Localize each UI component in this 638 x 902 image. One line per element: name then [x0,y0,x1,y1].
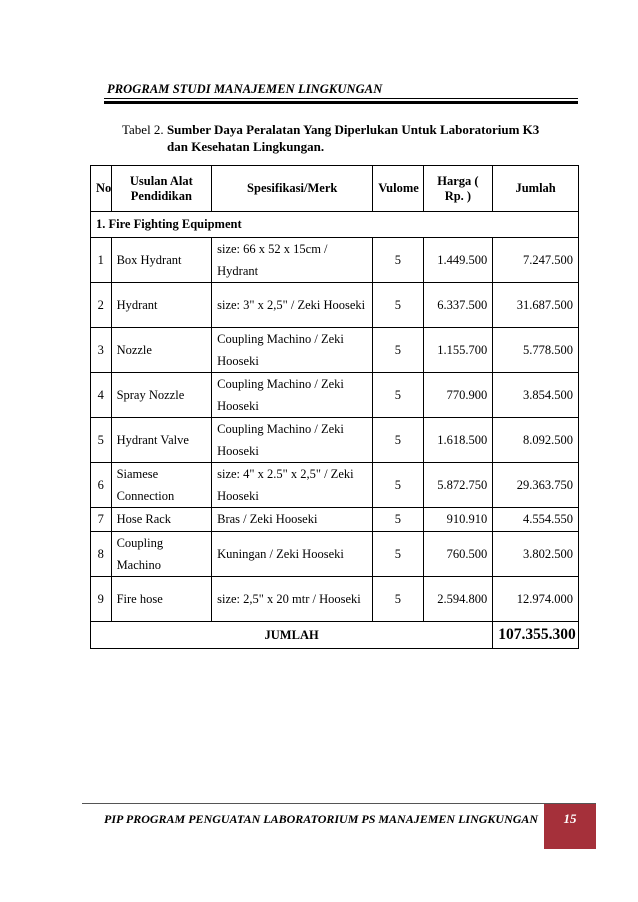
cell-no: 2 [91,283,112,328]
cell-jumlah: 12.974.000 [493,577,579,622]
table-row [91,418,579,463]
cell-spec: Coupling Machino / Zeki Hooseki [212,418,373,463]
footer-text: PIP PROGRAM PENGUATAN LABORATORIUM PS MANAJEMEN LINGKUNGAN [104,812,539,826]
cell-harga: 910.910 [423,508,493,532]
caption-line1: Sumber Daya Peralatan Yang Diperlukan Untuk Laboratorium K3 [166,122,540,137]
cell-jumlah: 4.554.550 [493,508,579,532]
cell-spec: size: 3" x 2,5" / Zeki Hooseki [212,283,373,328]
footer-rule [82,803,596,804]
page-header-title: PROGRAM STUDI MANAJEMEN LINGKUNGAN [107,82,383,96]
page-number-box [544,804,596,849]
cell-alat: Nozzle [111,328,212,373]
table-row [91,508,579,532]
cell-jumlah: 3.802.500 [493,532,579,577]
total-value: 107.355.300 [493,622,579,649]
cell-harga: 5.872.750 [423,463,493,508]
header-jumlah: Jumlah [493,166,579,212]
cell-vol: 5 [373,373,423,418]
table-caption [122,121,562,155]
cell-jumlah: 7.247.500 [493,238,579,283]
cell-harga: 1.618.500 [423,418,493,463]
cell-no: 7 [91,508,112,532]
cell-spec: size: 2,5" x 20 mtr / Hooseki [212,577,373,622]
cell-alat: Hose Rack [111,508,212,532]
header-rule-thin [104,98,578,99]
cell-no: 1 [91,238,112,283]
cell-vol: 5 [373,463,423,508]
cell-no: 8 [91,532,112,577]
cell-no: 3 [91,328,112,373]
cell-spec: Coupling Machino / Zeki Hooseki [212,373,373,418]
cell-jumlah: 29.363.750 [493,463,579,508]
cell-harga: 760.500 [423,532,493,577]
header-vol: Vulome [373,166,423,212]
header-harga: Harga ( Rp. ) [423,166,493,212]
table-row [91,283,579,328]
section-row [91,212,579,238]
cell-vol: 5 [373,328,423,373]
cell-spec: Coupling Machino / Zeki Hooseki [212,328,373,373]
cell-vol: 5 [373,577,423,622]
table-row [91,328,579,373]
cell-jumlah: 5.778.500 [493,328,579,373]
header-alat: Usulan Alat Pendidikan [111,166,212,212]
total-row [91,622,579,649]
cell-no: 9 [91,577,112,622]
cell-vol: 5 [373,283,423,328]
total-label: JUMLAH [91,622,493,649]
cell-harga: 2.594.800 [423,577,493,622]
cell-alat: Hydrant [111,283,212,328]
cell-alat: Siamese Connection [111,463,212,508]
cell-jumlah: 3.854.500 [493,373,579,418]
cell-harga: 1.449.500 [423,238,493,283]
cell-spec: size: 66 x 52 x 15cm / Hydrant [212,238,373,283]
cell-no: 4 [91,373,112,418]
header-spec: Spesifikasi/Merk [212,166,373,212]
cell-jumlah: 8.092.500 [493,418,579,463]
caption-line2: dan Kesehatan Lingkungan. [167,139,325,154]
cell-vol: 5 [373,238,423,283]
cell-alat: Box Hydrant [111,238,212,283]
table-row [91,577,579,622]
table-row [91,373,579,418]
header-no: No [91,166,112,212]
cell-alat: Coupling Machino [111,532,212,577]
cell-no: 5 [91,418,112,463]
cell-alat: Fire hose [111,577,212,622]
equipment-table [90,165,579,649]
cell-harga: 6.337.500 [423,283,493,328]
table-header-row [91,166,579,212]
caption-lead: Tabel 2. [122,122,164,137]
cell-vol: 5 [373,508,423,532]
cell-vol: 5 [373,532,423,577]
header-rule-thick [104,101,578,104]
section-label: 1. Fire Fighting Equipment [91,212,579,238]
cell-no: 6 [91,463,112,508]
cell-harga: 770.900 [423,373,493,418]
page-number: 15 [563,811,577,826]
table-row [91,532,579,577]
cell-jumlah: 31.687.500 [493,283,579,328]
cell-alat: Hydrant Valve [111,418,212,463]
table-row [91,238,579,283]
cell-alat: Spray Nozzle [111,373,212,418]
table-row [91,463,579,508]
cell-vol: 5 [373,418,423,463]
cell-spec: Kuningan / Zeki Hooseki [212,532,373,577]
cell-harga: 1.155.700 [423,328,493,373]
cell-spec: Bras / Zeki Hooseki [212,508,373,532]
cell-spec: size: 4" x 2.5" x 2,5" / Zeki Hooseki [212,463,373,508]
